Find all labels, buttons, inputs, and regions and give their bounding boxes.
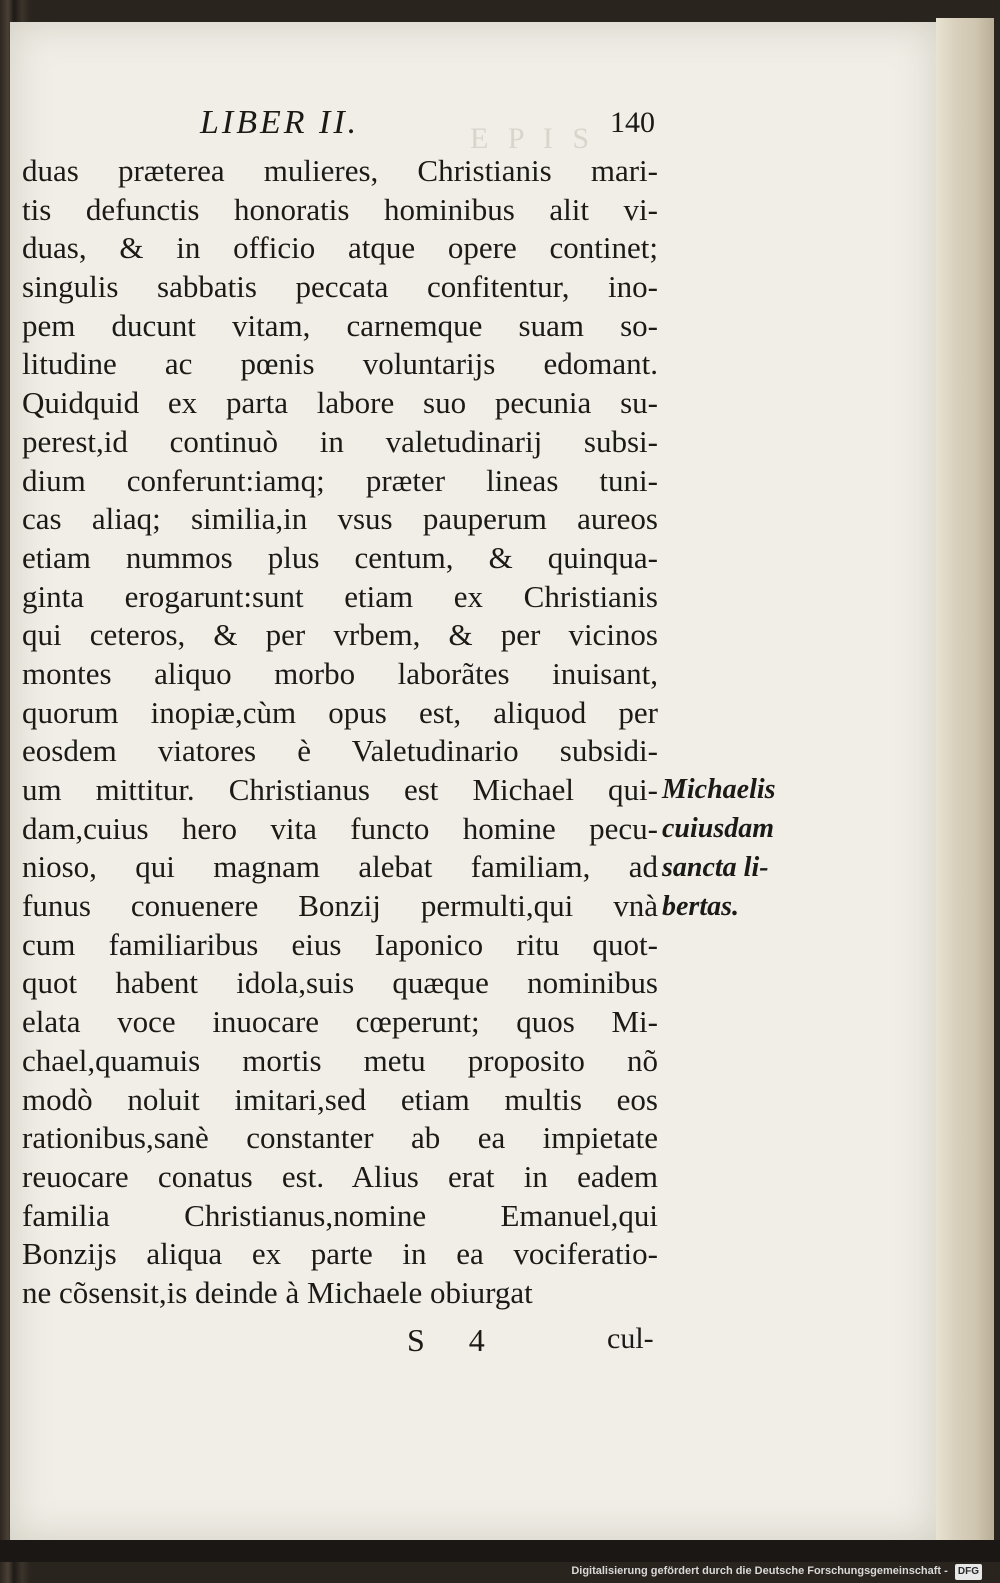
bleed-through-text: E P I S	[470, 122, 596, 155]
marginal-line: bertas.	[662, 891, 739, 922]
credit-text: Digitalisierung gefördert durch die Deutsche Forschungsgemeinschaft -	[571, 1565, 948, 1577]
text-line: ginta erogarunt:sunt etiam ex Christianis	[22, 578, 658, 614]
text-line: singulis sabbatis peccata confitentur, ino-	[22, 269, 658, 305]
text-line: nioso, qui magnam alebat familiam, ad	[22, 849, 658, 885]
catchword: cul-	[607, 1322, 654, 1355]
text-line: cas aliaq; similia,in vsus pauperum aureos	[22, 501, 658, 537]
text-line: duas, & in officio atque opere continet;	[22, 230, 658, 266]
text-line: litudine ac pœnis voluntarijs edomant.	[22, 346, 658, 382]
text-line: eosdem viatores è Valetudinario subsidi-	[22, 733, 658, 769]
dfg-logo: DFG	[955, 1564, 982, 1580]
marginal-line: sancta li-	[662, 852, 769, 883]
marginal-note	[662, 770, 812, 926]
text-line: dium conferunt:iamq; præter lineas tuni-	[22, 462, 658, 498]
text-line: rationibus,sanè constanter ab ea impietate	[22, 1120, 658, 1156]
bottom-band	[0, 1540, 1000, 1562]
page-footer	[22, 1322, 682, 1362]
text-line: tis defunctis honoratis hominibus alit vi-	[22, 191, 658, 227]
page-edge-right	[936, 18, 994, 1546]
text-line: dam,cuius hero vita functo homine pecu-	[22, 810, 658, 846]
text-line: chael,quamuis mortis metu proposito nõ	[22, 1042, 658, 1078]
text-line: pem ducunt vitam, carnemque suam so-	[22, 307, 658, 343]
text-line: reuocare conatus est. Alius erat in eadem	[22, 1158, 658, 1194]
text-line: modò noluit imitari,sed etiam multis eos	[22, 1081, 658, 1117]
text-line: cum familiaribus eius Iaponico ritu quot-	[22, 926, 658, 962]
text-line: elata voce inuocare cœperunt; quos Mi-	[22, 1004, 658, 1040]
page-header	[30, 104, 660, 144]
running-title: LIBER II.	[200, 104, 360, 141]
body-text	[22, 152, 658, 1313]
page-number: 140	[610, 106, 655, 139]
digitization-credit	[571, 1563, 982, 1579]
text-line: etiam nummos plus centum, & quinqua-	[22, 539, 658, 575]
text-line: Quidquid ex parta labore suo pecunia su-	[22, 385, 658, 421]
text-line: um mittitur. Christianus est Michael qui-	[22, 772, 658, 807]
text-line: familia Christianus,nomine Emanuel,qui	[22, 1197, 658, 1233]
text-line: perest,id continuò in valetudinarij subsi-	[22, 423, 658, 459]
text-line: duas præterea mulieres, Christianis mari-	[22, 153, 658, 188]
marginal-line: cuiusdam	[662, 813, 775, 844]
text-line: qui ceteros, & per vrbem, & per vicinos	[22, 617, 658, 653]
text-line: quorum inopiæ,cùm opus est, aliquod per	[22, 694, 658, 730]
text-line: funus conuenere Bonzij permulti,qui vnà	[22, 888, 658, 924]
text-line: montes aliquo morbo laborãtes inuisant,	[22, 655, 658, 691]
text-line: ne cõsensit,is deinde à Michaele obiurgat	[22, 1274, 533, 1310]
signature-mark: S 4	[407, 1322, 503, 1358]
marginal-line: Michaelis	[662, 774, 776, 805]
text-line: Bonzijs aliqua ex parte in ea vociferatio-	[22, 1236, 658, 1272]
text-line: quot habent idola,suis quæque nominibus	[22, 965, 658, 1001]
